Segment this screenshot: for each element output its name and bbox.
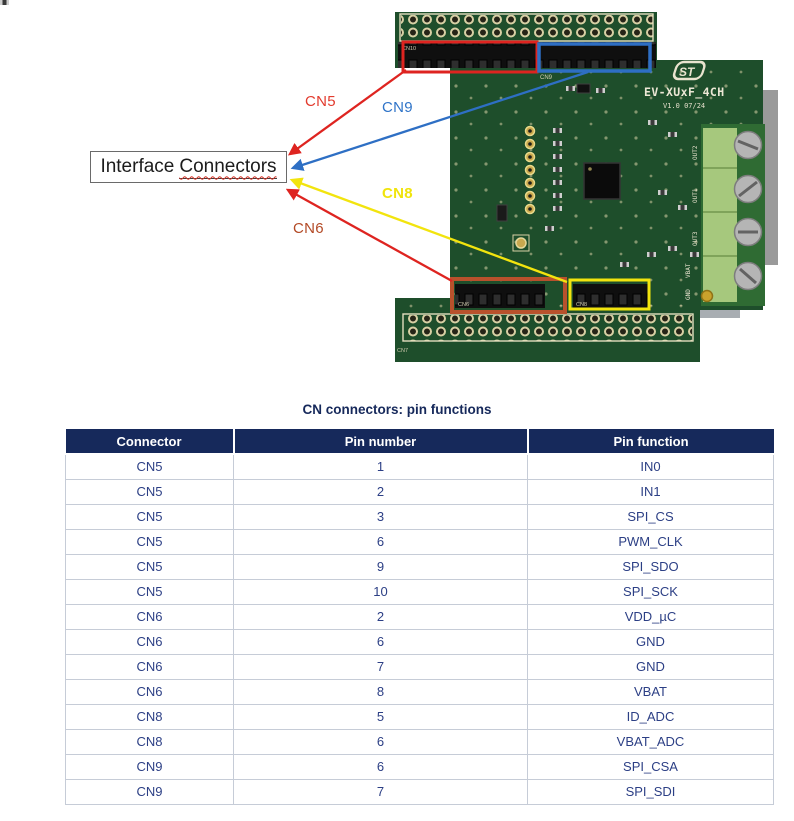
label-cn6[interactable]: CN6 bbox=[293, 220, 324, 237]
board-name: EV-XUxF_4CH bbox=[644, 85, 725, 99]
table-cell: CN8 bbox=[66, 729, 234, 754]
table-row bbox=[66, 779, 774, 804]
table-cell: CN6 bbox=[66, 679, 234, 704]
interface-connectors-textbox[interactable] bbox=[90, 151, 287, 183]
pin-table-body bbox=[66, 454, 774, 804]
table-row bbox=[66, 454, 774, 479]
svg-text:ST: ST bbox=[679, 65, 695, 79]
svg-text:CN6: CN6 bbox=[458, 302, 470, 308]
top-connector-strip bbox=[398, 42, 656, 68]
svg-text:OUT1: OUT1 bbox=[692, 188, 699, 203]
interface-connectors-figure bbox=[0, 0, 794, 392]
table-row bbox=[66, 654, 774, 679]
table-cell: CN5 bbox=[66, 554, 234, 579]
ic-chip bbox=[584, 163, 620, 199]
table-cell: CN5 bbox=[66, 579, 234, 604]
table-cell: 2 bbox=[234, 479, 528, 504]
table-row bbox=[66, 754, 774, 779]
table-cell: CN5 bbox=[66, 504, 234, 529]
svg-text:CN8: CN8 bbox=[576, 302, 588, 308]
table-cell: ID_ADC bbox=[528, 704, 774, 729]
pin-table bbox=[65, 429, 774, 805]
table-cell: 6 bbox=[234, 729, 528, 754]
table-cell: SPI_CS bbox=[528, 504, 774, 529]
table-cell: CN8 bbox=[66, 704, 234, 729]
table-cell: SPI_SDO bbox=[528, 554, 774, 579]
silkscreen-cn9: CN9 bbox=[540, 75, 553, 81]
table-cell: VDD_µC bbox=[528, 604, 774, 629]
table-cell: CN9 bbox=[66, 779, 234, 804]
table-row bbox=[66, 529, 774, 554]
bottom-connector-cn6 bbox=[455, 284, 545, 308]
label-cn5[interactable]: CN5 bbox=[305, 93, 336, 110]
caption-word-interface: Interface bbox=[100, 156, 175, 177]
svg-text:GND: GND bbox=[685, 289, 692, 300]
column-header-connector: Connector bbox=[66, 429, 234, 454]
svg-text:OUT2: OUT2 bbox=[692, 145, 699, 160]
table-cell: 7 bbox=[234, 654, 528, 679]
table-row bbox=[66, 579, 774, 604]
table-cell: CN6 bbox=[66, 629, 234, 654]
table-cell: 3 bbox=[234, 504, 528, 529]
table-cell: IN1 bbox=[528, 479, 774, 504]
table-cell: 8 bbox=[234, 679, 528, 704]
table-row bbox=[66, 679, 774, 704]
table-cell: 1 bbox=[234, 454, 528, 479]
table-cell: 2 bbox=[234, 604, 528, 629]
table-cell: SPI_SCK bbox=[528, 579, 774, 604]
table-row bbox=[66, 554, 774, 579]
table-row bbox=[66, 729, 774, 754]
svg-text:VBAT: VBAT bbox=[685, 263, 692, 278]
board-version: V1.0 07/24 bbox=[663, 102, 706, 110]
table-cell: CN5 bbox=[66, 479, 234, 504]
svg-text:OUT3: OUT3 bbox=[692, 231, 699, 246]
table-title: CN connectors: pin functions bbox=[302, 402, 492, 417]
table-cell: 7 bbox=[234, 779, 528, 804]
table-row bbox=[66, 604, 774, 629]
top-header-holes bbox=[400, 14, 653, 41]
table-cell: 9 bbox=[234, 554, 528, 579]
column-header-pin-number: Pin number bbox=[234, 429, 528, 454]
table-cell: GND bbox=[528, 629, 774, 654]
table-cell: 6 bbox=[234, 754, 528, 779]
table-cell: CN5 bbox=[66, 454, 234, 479]
table-cell: SPI_SDI bbox=[528, 779, 774, 804]
table-cell: GND bbox=[528, 654, 774, 679]
terminal-block bbox=[701, 124, 765, 306]
table-header-row bbox=[66, 429, 774, 454]
table-cell: 6 bbox=[234, 629, 528, 654]
table-row bbox=[66, 629, 774, 654]
table-cell: 5 bbox=[234, 704, 528, 729]
table-cell: CN6 bbox=[66, 654, 234, 679]
table-cell: 6 bbox=[234, 529, 528, 554]
table-row bbox=[66, 704, 774, 729]
table-cell: VBAT_ADC bbox=[528, 729, 774, 754]
label-cn8[interactable]: CN8 bbox=[382, 185, 413, 202]
table-cell: CN5 bbox=[66, 529, 234, 554]
table-cell: CN6 bbox=[66, 604, 234, 629]
caption-word-connectors: Connectors bbox=[179, 155, 277, 177]
table-cell: VBAT bbox=[528, 679, 774, 704]
bottom-connector-cn8 bbox=[573, 284, 649, 308]
table-row bbox=[66, 504, 774, 529]
table-row bbox=[66, 479, 774, 504]
table-cell: CN9 bbox=[66, 754, 234, 779]
table-cell: IN0 bbox=[528, 454, 774, 479]
table-cell: 10 bbox=[234, 579, 528, 604]
silkscreen-cn10: CN10 bbox=[402, 46, 417, 52]
caption-word-connectors-wrap bbox=[179, 156, 276, 179]
column-header-pin-function: Pin function bbox=[528, 429, 774, 454]
silkscreen-cn7: CN7 bbox=[397, 348, 409, 354]
table-cell: PWM_CLK bbox=[528, 529, 774, 554]
label-cn9[interactable]: CN9 bbox=[382, 99, 413, 116]
table-cell: SPI_CSA bbox=[528, 754, 774, 779]
